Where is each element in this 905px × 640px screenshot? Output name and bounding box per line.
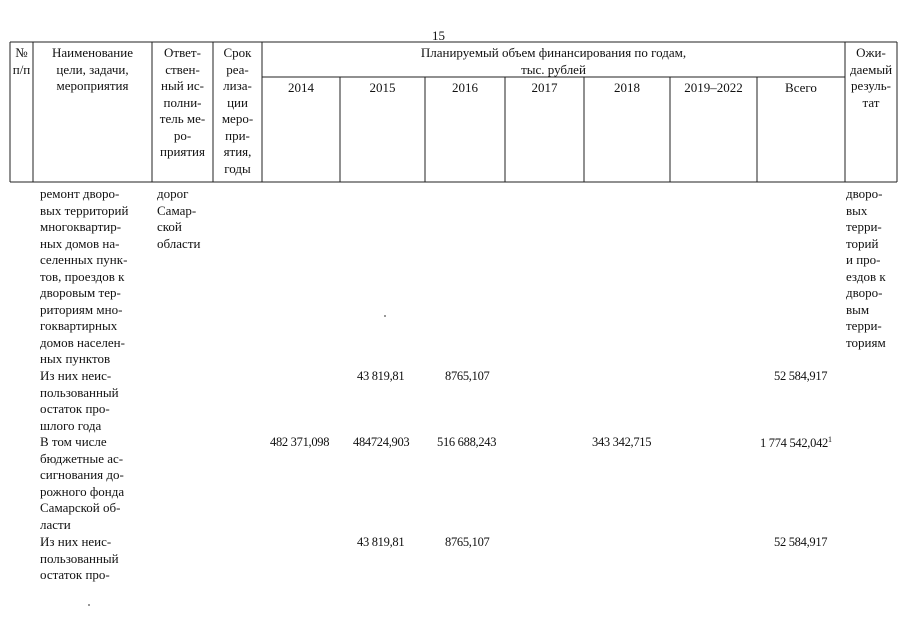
row2-name: Из них неис- пользованный остаток про- шлого года [40,368,119,433]
row1-executor: дорог Самар- ской области [157,186,201,251]
header-term-column: Срок реа- лиза- ции меро- при- ятия, годы [221,45,254,176]
header-financing-title: Планируемый объем финансирования по годам, тыс. рублей [420,45,687,77]
year-header-2017: 2017 [531,80,558,95]
row3-value-2014: 482 371,098 [270,435,330,449]
scan-speck [88,604,90,606]
header-executor-column: Ответ- ствен- ный ис- полни- тель ме- ро- приятия [159,45,206,159]
row3-value-2016: 516 688,243 [437,435,497,449]
row4-value-total: 52 584,917 [774,535,828,549]
year-header-2019-2022: 2019–2022 [684,80,743,95]
row2-value-2015: 43 819,81 [357,369,405,383]
footnote-marker: 1 [827,435,832,444]
scan-speck [384,315,386,317]
header-result-column: Ожи- даемый резуль- тат [849,45,893,110]
row1-result: дворо- вых терри- торий и про- ездов к дворо- вым терри- ториям [846,186,886,350]
year-header-2016: 2016 [452,80,478,95]
row1-name: ремонт дворо- вых территорий многоквартир- ных домов на- селенных пунк- тов, проездов к дворовым тер- риториям мно- гоквартирных домов населен- ных пунктов [40,186,129,366]
row4-value-2016: 8765,107 [445,535,490,549]
row4-value-2015: 43 819,81 [357,535,405,549]
row3-value-2018: 343 342,715 [592,435,652,449]
row2-value-2016: 8765,107 [445,369,490,383]
row3-name: В том числе бюджетные ас- сигнования до- рожного фонда Самарской об- ласти [40,434,125,532]
header-number-column: № п/п [12,45,31,77]
row3-value-2015: 484724,903 [353,435,410,449]
row2-value-total: 52 584,917 [774,369,828,383]
year-header-2014: 2014 [288,80,314,95]
year-header-2018: 2018 [614,80,640,95]
row3-value-total [760,435,832,451]
page-number: 15 [432,28,445,43]
row4-name: Из них неис- пользованный остаток про- [40,534,119,582]
header-name-column: Наименование цели, задачи, мероприятия [52,45,133,93]
year-header-2015: 2015 [369,80,396,95]
row3-total-amount: 1 774 542,042 [760,436,828,451]
year-header-total: Всего [785,80,817,95]
